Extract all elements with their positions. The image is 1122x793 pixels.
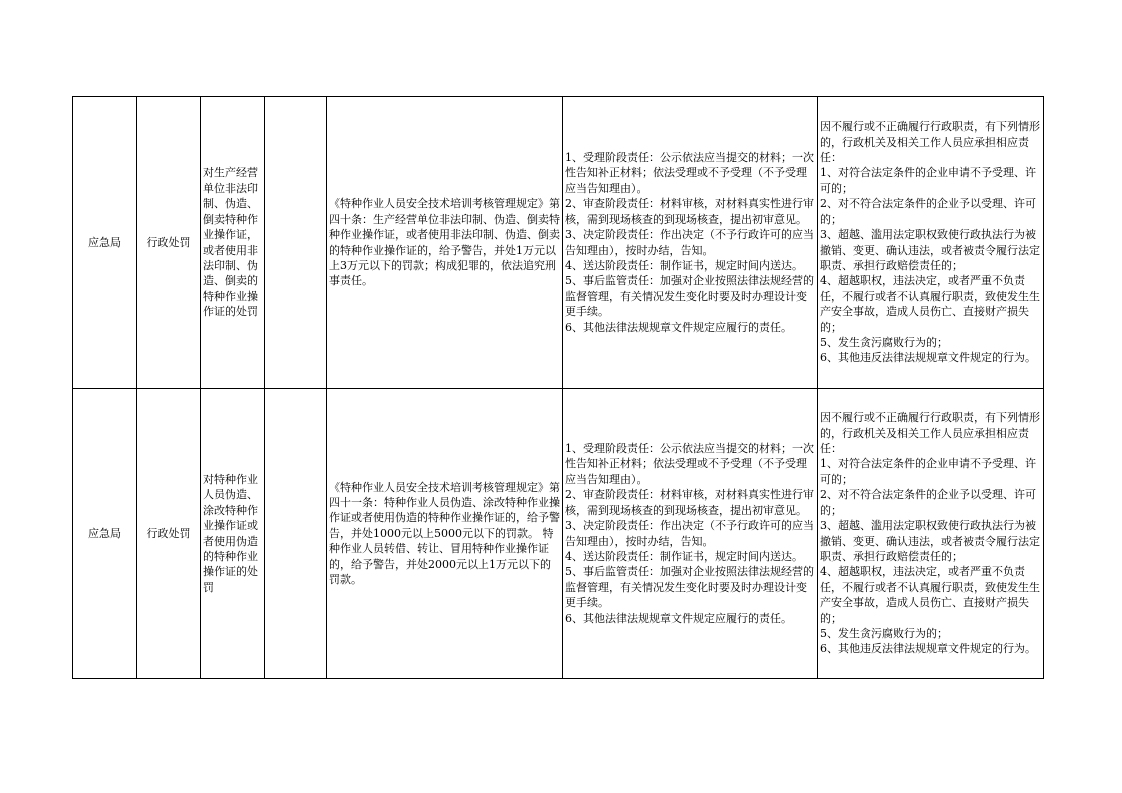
responsibility-cell: 1、受理阶段责任：公示依法应当提交的材料；一次性告知补正材料；依法受理或不予受理（不予受理应当告知理由）。 2、审查阶段责任：材料审核，对材料真实性进行审核，需到现场核查的到现场核查，提出初审意见。 3、决定阶段责任：作出决定（不予行政许可的应当告知理由），按时办结，告知。 4、送达阶段责任：制作证书，规定时间内送达。 5、事后监管责任：加强对企业按照法律法规经营的监督管理，有关情况发生变化时要及时办理设计变更手续。 6、其他法律法规规章文件规定应履行的责任。: [563, 97, 818, 389]
item-name-cell: 对特种作业人员伪造、涂改特种作业操作证或者使用伪造的特种作业操作证的处罚: [201, 389, 265, 679]
table-row: [73, 389, 1044, 679]
responsibility-cell: 1、受理阶段责任：公示依法应当提交的材料；一次性告知补正材料；依法受理或不予受理（不予受理应当告知理由）。 2、审查阶段责任：材料审核，对材料真实性进行审核，需到现场核查的到现场核查，提出初审意见。 3、决定阶段责任：作出决定（不予行政许可的应当告知理由），按时办结，告知。 4、送达阶段责任：制作证书，规定时间内送达。 5、事后监管责任：加强对企业按照法律法规经营的监督管理，有关情况发生变化时要及时办理设计变更手续。 6、其他法律法规规章文件规定应履行的责任。: [563, 389, 818, 679]
category-cell: 行政处罚: [137, 97, 201, 389]
legal-basis-cell: 《特种作业人员安全技术培训考核管理规定》第四十一条：特种作业人员伪造、涂改特种作业操作证或者使用伪造的特种作业操作证的，给予警告，并处1000元以上5000元以下的罚款。 特种作业人员转借、转让、冒用特种作业操作证的，给予警告，并处2000元以上1万元以下的罚款。: [327, 389, 563, 679]
empty-cell: [265, 97, 327, 389]
category-cell: 行政处罚: [137, 389, 201, 679]
department-cell: 应急局: [73, 389, 137, 679]
accountability-cell: 因不履行或不正确履行行政职责，有下列情形的，行政机关及相关工作人员应承担相应责任： 1、对符合法定条件的企业申请不予受理、许可的； 2、对不符合法定条件的企业予以受理、许可的； 3、超越、滥用法定职权致使行政执法行为被撤销、变更、确认违法，或者被责令履行法定职责、承担行政赔偿责任的； 4、超越职权，违法决定，或者严重不负责任，不履行或者不认真履行职责，致使发生生产安全事故，造成人员伤亡、直接财产损失的； 5、发生贪污腐败行为的； 6、其他违反法律法规规章文件规定的行为。: [818, 389, 1044, 679]
item-name-cell: 对生产经营单位非法印制、伪造、倒卖特种作业操作证，或者使用非法印制、伪造、倒卖的特种作业操作证的处罚: [201, 97, 265, 389]
responsibility-table: [72, 96, 1044, 679]
department-cell: 应急局: [73, 97, 137, 389]
empty-cell: [265, 389, 327, 679]
table-row: [73, 97, 1044, 389]
legal-basis-cell: 《特种作业人员安全技术培训考核管理规定》第四十条：生产经营单位非法印制、伪造、倒卖特种作业操作证，或者使用非法印制、伪造、倒卖的特种作业操作证的，给予警告，并处1万元以上3万元以下的罚款；构成犯罪的，依法追究刑事责任。: [327, 97, 563, 389]
accountability-cell: 因不履行或不正确履行行政职责，有下列情形的，行政机关及相关工作人员应承担相应责任： 1、对符合法定条件的企业申请不予受理、许可的； 2、对不符合法定条件的企业予以受理、许可的； 3、超越、滥用法定职权致使行政执法行为被撤销、变更、确认违法，或者被责令履行法定职责、承担行政赔偿责任的； 4、超越职权，违法决定，或者严重不负责任，不履行或者不认真履行职责，致使发生生产安全事故，造成人员伤亡、直接财产损失的； 5、发生贪污腐败行为的； 6、其他违反法律法规规章文件规定的行为。: [818, 97, 1044, 389]
